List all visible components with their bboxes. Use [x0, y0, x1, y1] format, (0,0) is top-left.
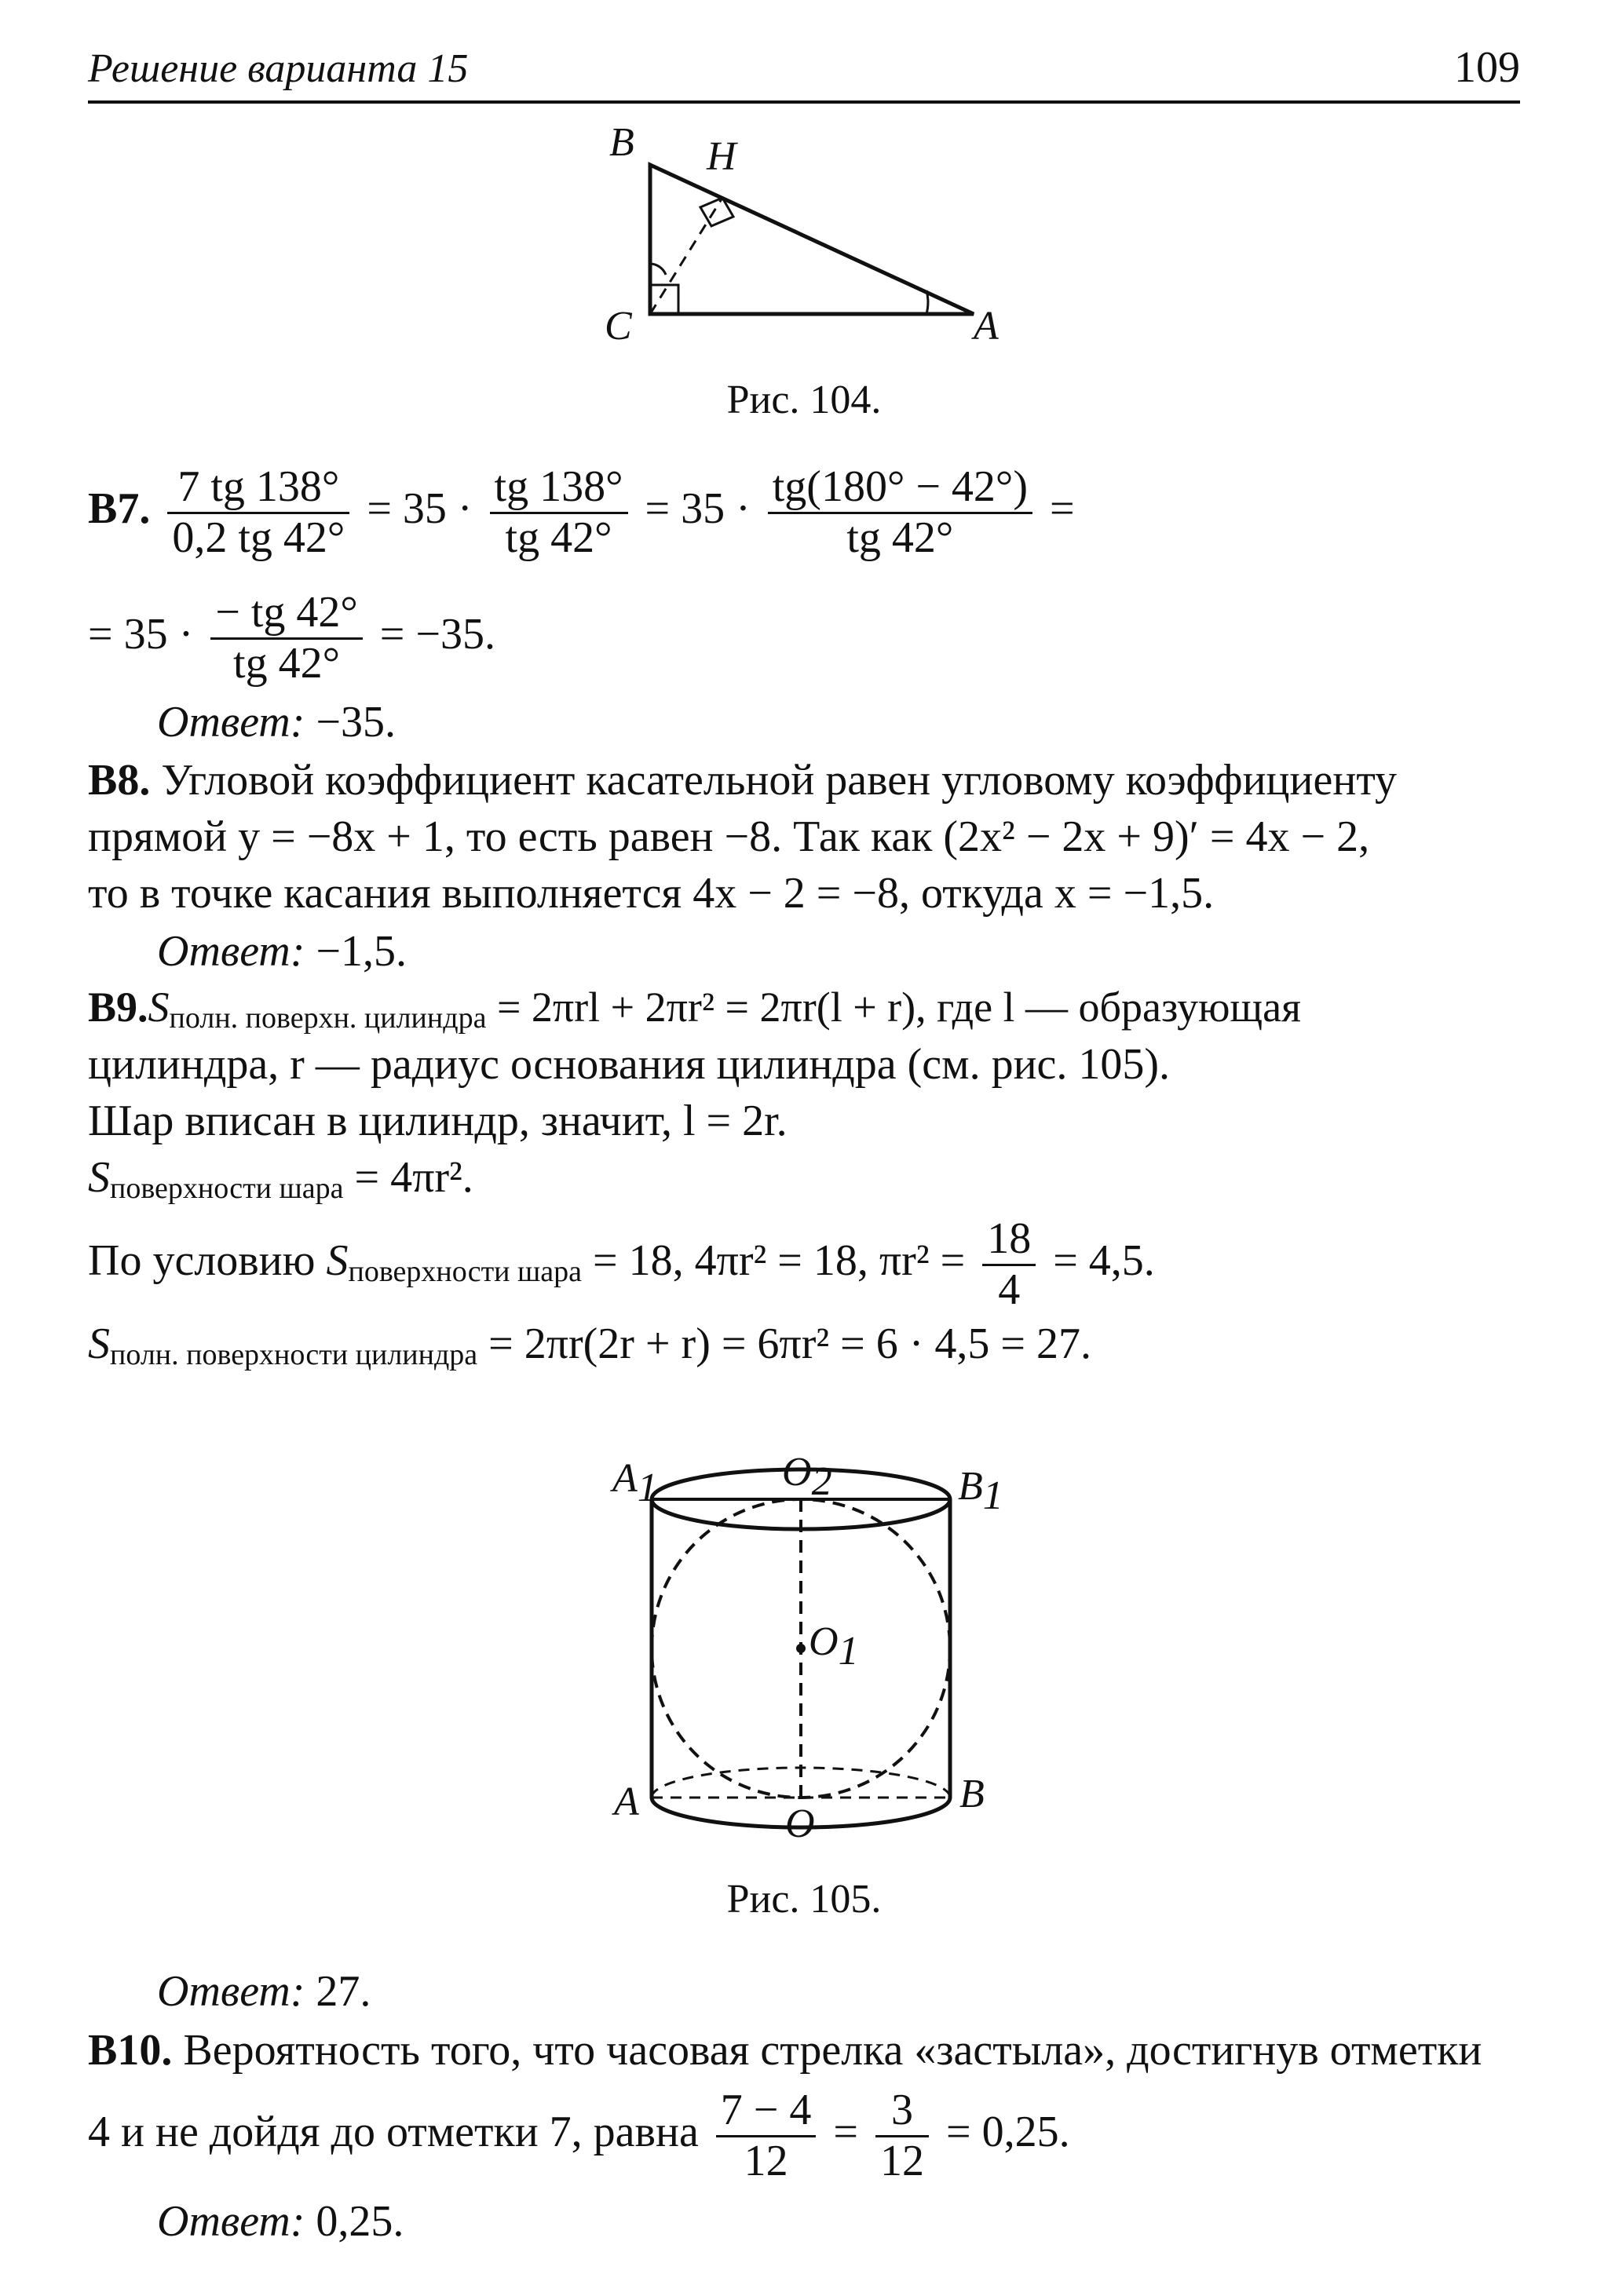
- b10-fraction-2: $\frac{3}{12}$: [875, 2086, 929, 2185]
- b9-line-5: По условию $S_{поверхности шара} = 18$, 4πr² = 18, πr² = $\frac{18}{4}$ = 4,5.: [88, 1214, 1155, 1314]
- b7-fraction-1: $\frac{7 tg 138^\circ}{0,2 tg 42^\circ}$: [167, 463, 349, 562]
- b8-line-2: прямой y = −8x + 1, то есть равен −8. Так как (2x² − 2x + 9)′ = 4x − 2,: [88, 812, 1370, 861]
- b9-line-6: $S_{полн. поверхности цилиндра} = 2\pi r(2r + r) = 6\pi r^2 = 6 \cdot 4,5 = 27$.: [88, 1320, 1091, 1371]
- b10-fraction-1: $\frac{7 - 4}{12}$: [716, 2086, 817, 2185]
- b9-line-1: $В9.S_{полн. поверхн. цилиндра} = 2\pi rl + 2\pi r^2 = 2\pi r(l + r)$, где l — образующая: [88, 984, 1301, 1035]
- angle-arc-c: [650, 264, 666, 275]
- b7-fraction-4: $\frac{- tg 42^\circ}{tg 42^\circ}$: [210, 589, 363, 688]
- b9-line-2: цилиндра, r — радиус основания цилиндра (см. рис. 105).: [88, 1040, 1171, 1089]
- b7-fraction-2: $\frac{tg 138^\circ}{tg 42^\circ}$: [490, 463, 628, 562]
- caption-fig-105: Рис. 105.: [726, 1877, 882, 1922]
- b10-label: В10.: [88, 2026, 173, 2075]
- b10-line-2: 4 и не дойдя до отметки 7, равна $\frac{7 - 4}{12}$ = $\frac{3}{12}$ = 0,25.: [88, 2086, 1070, 2185]
- b10-line-1: В10. Вероятность того, что часовая стрелка «застыла», достигнув отметки: [88, 2026, 1482, 2075]
- b7-line-1: В7. $\frac{7 tg 138^\circ}{0,2 tg 42^\circ}$ = 35 · $\frac{tg 138^\circ}{tg 42^\circ}$ = 35 · $\frac{tg(180^\circ - 42^\circ)}{tg 42^\circ}$ =: [88, 462, 1075, 562]
- b9-label: В9.: [88, 984, 148, 1031]
- page-number: 109: [1454, 43, 1520, 92]
- altitude-ch: [650, 198, 722, 314]
- label-o: O: [785, 1801, 815, 1846]
- triangle-abc: [650, 165, 974, 314]
- b9-line-3: Шар вписан в цилиндр, значит, l = 2r.: [88, 1097, 788, 1145]
- label-o1: O1: [809, 1619, 859, 1674]
- label-c: C: [605, 304, 632, 349]
- b10-answer: Ответ: 0,25.: [157, 2197, 404, 2246]
- b7-answer: Ответ: −35.: [157, 698, 396, 746]
- figure-105-cylinder: [597, 1444, 1021, 1868]
- b8-label: В8.: [88, 756, 151, 805]
- label-a: A: [614, 1779, 639, 1824]
- b7-line-2: = 35 · $\frac{- tg 42^\circ}{tg 42^\circ}$ = −35.: [88, 588, 495, 688]
- b7-fraction-3: $\frac{tg(180^\circ - 42^\circ)}{tg 42^\circ}$: [768, 463, 1032, 562]
- b8-line-3: то в точке касания выполняется 4x − 2 = −8, откуда x = −1,5.: [88, 869, 1215, 918]
- figure-104-triangle: [581, 118, 1021, 361]
- label-a1: A1: [612, 1456, 658, 1510]
- center-point-o1: [796, 1644, 806, 1653]
- header-rule: [88, 100, 1520, 104]
- b9-line-4: $S_{поверхности шара} = 4\pi r^2$.: [88, 1153, 473, 1205]
- label-b: B: [609, 120, 634, 165]
- label-b1: B1: [958, 1464, 1003, 1518]
- label-b-point: B: [959, 1772, 985, 1816]
- running-header-title: Решение варианта 15: [88, 46, 469, 91]
- b8-answer: Ответ: −1,5.: [157, 927, 407, 976]
- label-a: A: [974, 304, 999, 349]
- label-o2: O2: [782, 1450, 832, 1504]
- b8-line-1: В8. Угловой коэффициент касательной равен угловому коэффициенту: [88, 756, 1398, 805]
- b9-answer: Ответ: 27.: [157, 1967, 371, 2016]
- angle-arc-a: [926, 290, 928, 314]
- b7-label: В7.: [88, 484, 151, 533]
- caption-fig-104: Рис. 104.: [726, 378, 882, 422]
- label-h: H: [707, 134, 736, 179]
- b9-fraction: $\frac{18}{4}$: [982, 1215, 1036, 1314]
